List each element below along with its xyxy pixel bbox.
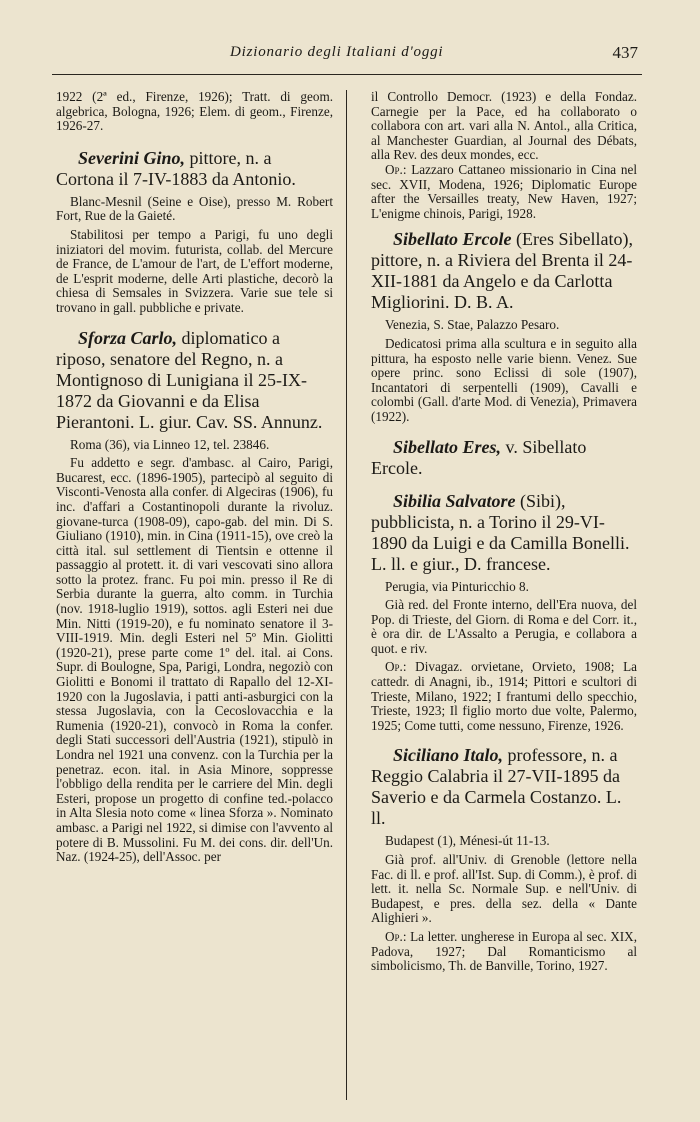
works-label: Op.: (385, 929, 407, 944)
works-label: Op.: (385, 659, 407, 675)
works-list: Lazzaro Cattaneo missionario in Cina nel sec. XVII, Modena, 1926; Diplomatic Europe after the Versailles treaty, New Haven, 1927; L'enigme chinois, Parigi, 1928. (371, 161, 637, 221)
entry-biography: Già prof. all'Univ. di Grenoble (lettore nella Fac. di ll. e prof. all'Ist. Sup. di Comm.), è prof. di lett. it. nella Sc. Normale Sup. e nell'Univ. di Budapest, e pres. della sez. della « Dante Alighieri ». (371, 852, 637, 926)
entry-name: Sforza Carlo, (78, 327, 178, 348)
running-title: Dizionario degli Italiani d'oggi (230, 44, 444, 60)
entry-address: Venezia, S. Stae, Palazzo Pesaro. (385, 317, 560, 333)
entry-name: Severini Gino, (78, 147, 186, 168)
works-list: La letter. ungherese in Europa al sec. XIX, Padova, 1927; Dal Romanticismo al simbolicismo, Th. de Banville, Torino, 1927. (371, 929, 637, 974)
entry-sforza (56, 328, 333, 865)
entry-heading (56, 148, 333, 190)
entry-heading (371, 491, 637, 575)
entry-head-rest: professore, n. a Reggio Calabria il 27-VII-1895 da Saverio e da Carmela Costanzo. L. ll. (371, 745, 622, 829)
header-rule (52, 74, 642, 75)
left-column (56, 90, 333, 877)
entry-biography: Stabilitosi per tempo a Parigi, fu uno degli iniziatori del movim. futurista, collab. del Mercure de France, de L'amour de l'art, de L'effort moderne, de L'esprit moderne, delle Arti plastiche, decorò la chiesa di Semsales in Svizzera. Varie sue tele si trovano in gall. pubbliche e private. (56, 226, 333, 315)
entry-head-rest: diplomatico a riposo, senatore del Regno, n. a Montignoso di Lunigiana il 25-IX-1872 da Giovanni e da Elisa Pierantoni. L. giur. Cav. SS. Annunz. (56, 327, 323, 432)
entry-biography: Già red. del Fronte interno, dell'Era nuova, del Pop. di Trieste, del Giorn. di Roma e del Corr. it., è ora dir. de L'Assalto a Perugia, e collabora a quot. e riv. (371, 597, 637, 656)
entry-heading (371, 745, 637, 829)
right-column (371, 90, 637, 986)
entry-biography: Fu addetto e segr. d'ambasc. al Cairo, Parigi, Bucarest, ecc. (1896-1905), partecipò al seguito di Visconti-Venosta alla confer. di Algeciras (1906), fu inc. d'affari a Costantinopoli durante la rivoluz. giovane-turca (1908-09), capo-gab. del min. Di S. Giuliano (1910), min. in Cina (1911-15), ove creò la città ital. sul settlement di Tientsin e ottenne il passaggio al protett. it. di vari vescovati sino allora sotto la protez. franc. Fu poi min. presso il Re di Serbia durante la guerra, alto comm. in Turchia (nov. 1918-luglio 1919), sottos. agli Esteri nei due Min. Nitti (1919-20), e fu nominato senatore il 3-VIII-1919. Min. degli Esteri nel 5º Min. Giolitti (1920-21), prese parte come 1º del. ital. ai Cons. Supr. di Boulogne, Spa, Parigi, Londra, negoziò con Giolitti e Bonomi il trattato di Rapallo del 12-XI-1920 con la Jugoslavia, i patti anti-asburgici con la stessa Jugoslavia, con la Cecoslovacchia e la Rumenia (1920-21), convocò in Roma la confer. degli Stati successori dell'Austria (1921), stipulò in Londra nel 1921 una convenz. con la Turchia per la penetraz. econ. ital. in Asia Minore, soppresse l'obbligo della rendita per le carriere del Min. degli Esteri, propose un progetto di confine ted.-polacco in Alta Slesia noto come « linea Sforza ». Nominato ambasc. a Parigi nel 1922, si dimise con l'avvento al potere di B. Mussolini. Fu M. dei cons. dir. dell'Un. Naz. (1924-25), dell'Assoc. per (56, 455, 333, 865)
entry-head-rest: (Eres Sibellato), pittore, n. a Riviera del Brenta il 24-XII-1881 da Angelo e da Carlotta Migliorini. D. B. A. (371, 229, 633, 313)
works-list: Divagaz. orvietane, Orvieto, 1908; La cattedr. di Anagni, ib., 1914; Pittori e scultori di Trieste, Milano, 1922; I frantumi dello specchio, Trieste, 1923; Il figlio morto due volte, Palermo, 1925; Come tutti, come nessuno, Firenze, 1926. (371, 659, 637, 733)
entry-works (371, 660, 637, 733)
entry-biography: Dedicatosi prima alla scultura e in seguito alla pittura, ha esposto nelle varie bienn. Venez. Sue opere princ. sono Eclissi di sole (1907), Incantatori di serpentelli (1909), Cavalli e colombi (Gall. d'arte Mod. di Venezia), Primavera (1922). (371, 335, 637, 424)
entry-address: Perugia, via Pinturicchio 8. (385, 578, 529, 594)
page-number: 437 (612, 43, 638, 62)
entry-address: Blanc-Mesnil (Seine e Oise), presso M. Robert Fort, Rue de la Gaieté. (56, 193, 333, 224)
continuation-works (371, 163, 637, 221)
entry-name: Sibilia Salvatore (393, 490, 516, 511)
entry-address: Budapest (1), Ménesi-út 11-13. (385, 833, 550, 849)
continuation-block (371, 90, 637, 221)
entry-name: Sibellato Ercole (393, 229, 512, 250)
continuation-text: il Controllo Democr. (1923) e della Fondaz. Carnegie per la Pace, ed ha collaborato o collabora con art. vari alla N. Antol., alla Critica, al Manchester Guardian, al Journal des Débats, alla Rev. des deux mondes, ecc. (371, 89, 637, 163)
entry-severini (56, 148, 333, 316)
entry-siciliano (371, 745, 637, 973)
entry-sibellato-ercole (371, 229, 637, 424)
entry-heading (56, 328, 333, 433)
running-header (0, 44, 700, 72)
entry-head-rest: pittore, n. a Cortona il 7-IV-1883 da Antonio. (56, 147, 296, 189)
entry-address: Roma (36), via Linneo 12, tel. 23846. (70, 436, 270, 452)
entry-works (371, 930, 637, 974)
entry-name: Sibellato Eres, (393, 436, 502, 457)
entry-sibilia (371, 491, 637, 734)
continuation-text: 1922 (2ª ed., Firenze, 1926); Tratt. di geom. algebrica, Bologna, 1926; Elem. di geom., Firenze, 1926-27. (56, 89, 333, 134)
entry-sibellato-eres (371, 437, 637, 479)
entry-heading (371, 229, 637, 313)
entry-head-rest: v. Sibellato Ercole. (371, 436, 587, 478)
entry-heading (371, 437, 637, 479)
column-divider (346, 90, 347, 1100)
entry-name: Siciliano Italo, (393, 745, 504, 766)
entry-head-rest: (Sibi), pubblicista, n. a Torino il 29-VI-1890 da Luigi e da Camilla Bonelli. L. ll. e giur., D. francese. (371, 490, 630, 574)
works-label: Op.: (385, 161, 407, 177)
